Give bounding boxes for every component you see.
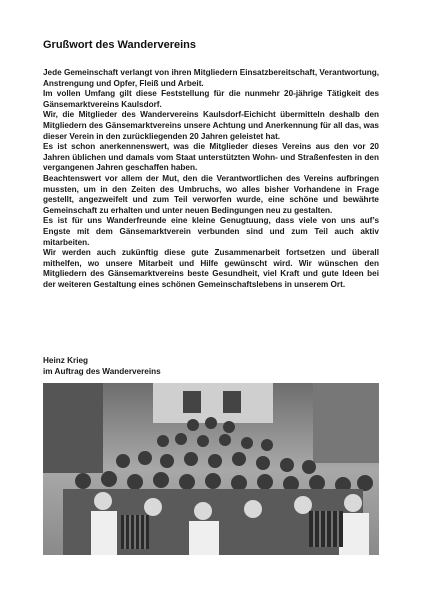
signature-name: Heinz Krieg [43,356,89,365]
greeting-text [43,68,379,290]
group-photo [43,383,379,555]
signature-block [43,356,379,377]
paragraph: Es ist schon anerkennenswert, was die Mitglieder dieses Vereins aus den vor 20 Jahren üblichen und damals vom Staat unterstützten Wohn- und Straßenfesten in den vergangenen Jahren geschaffen haben. [43,142,379,173]
paragraph: Jede Gemeinschaft verlangt von ihren Mitgliedern Einsatzbereitschaft, Verantwortung, Anstrengung und Opfer, Fleiß und Arbeit. [43,68,379,88]
paragraph: Beachtenswert vor allem der Mut, den die Verantwortlichen des Vereins aufbringen mussten, um in den Zeiten des Umbruchs, wo alles bisher Vorhandene in Frage gestellt, angezweifelt und zum Teil verworfen wurde, eine schöne und bewährte Gemeinschaft zu erhalten und unter neuen Bedingungen neu zu gestalten. [43,173,379,215]
paragraph: Es ist für uns Wanderfreunde eine kleine Genugtuung, dass viele von uns auf’s Engste mit dem Gänsemarktverein verbunden sind und zum Teil auch aktiv mitarbeiten. [43,216,379,247]
page-title: Grußwort des Wandervereins [43,39,197,51]
group-photo-image [43,383,379,555]
paragraph: Im vollen Umfang gilt diese Feststellung für die nunmehr 20-jährige Tätigkeit des Gänsemarktvereins Kaulsdorf. [43,89,379,109]
paragraph: Wir, die Mitglieder des Wandervereins Kaulsdorf-Eichicht übermitteln deshalb den Mitgliedern des Gänsemarktvereins unsere Achtung und Anerkennung für all das, was dieser Verein in den zurückliegenden 20 Jahren geleistet hat. [43,110,379,141]
paragraph: Wir werden auch zukünftig diese gute Zusammenarbeit fortsetzen und überall mithelfen, wo unsere Mitarbeit und Hilfe gewünscht wird. Wir wünschen den Mitgliedern des Gänsemarktvereins beste Gesundheit, viel Kraft und gute Ideen bei der weiteren Gestaltung eines schönen Gemeinschaftslebens in unserem Ort. [43,248,379,289]
signature-role: im Auftrag des Wandervereins [43,366,161,376]
